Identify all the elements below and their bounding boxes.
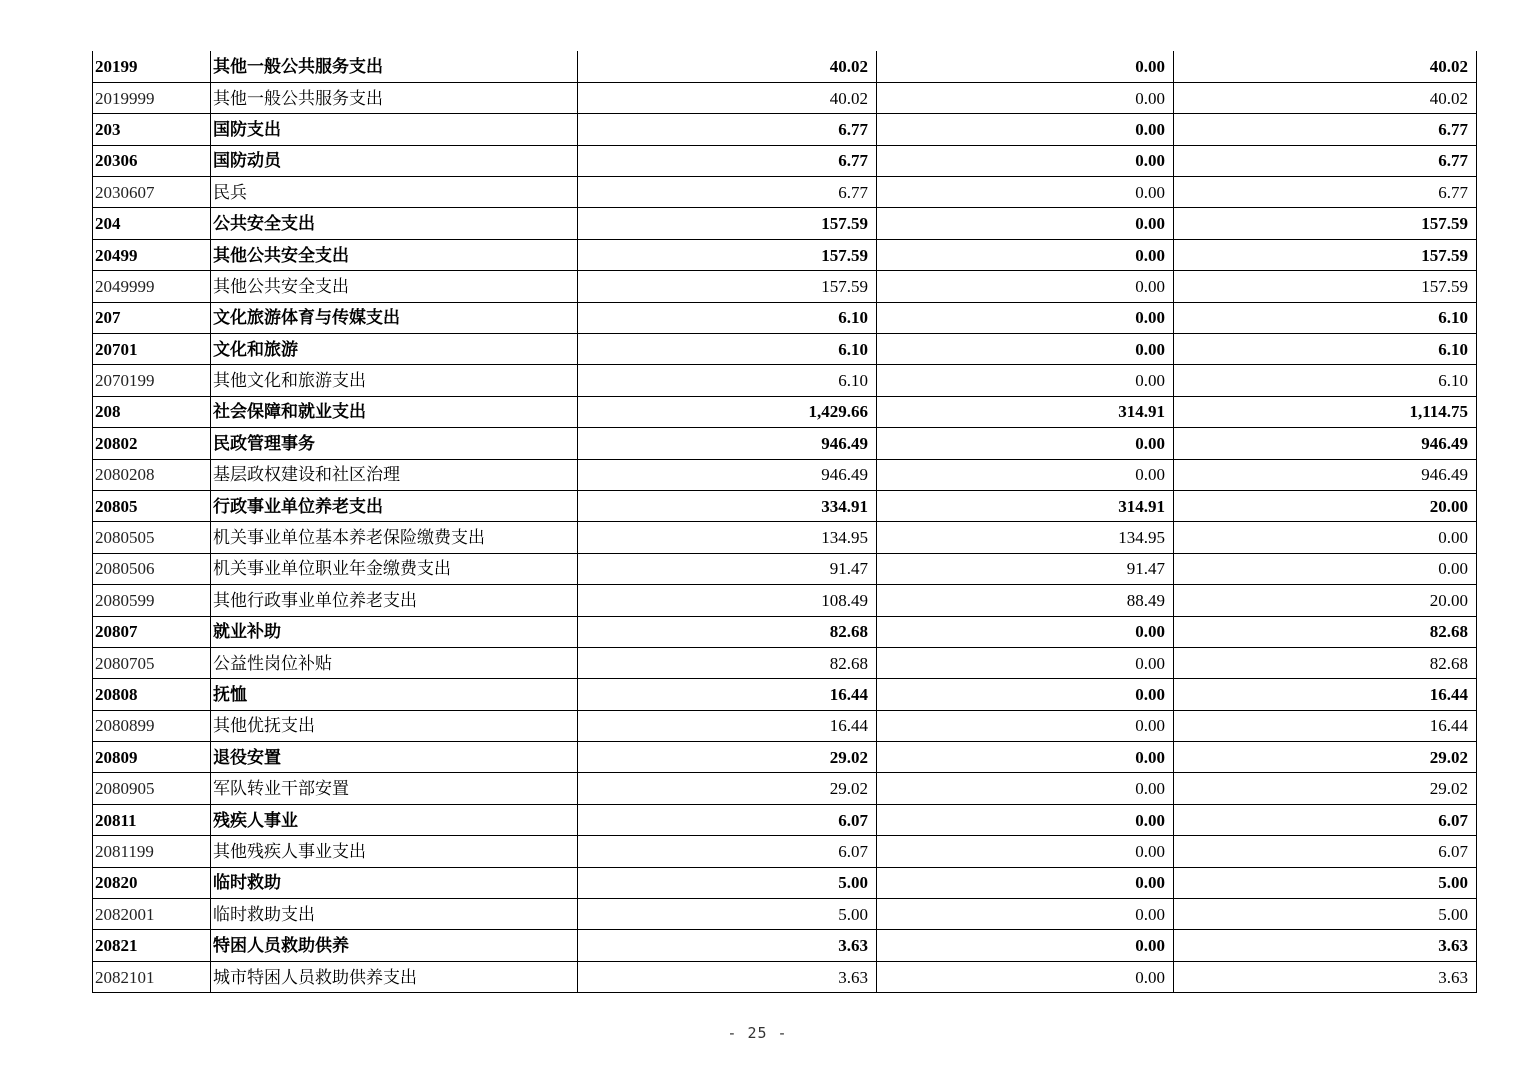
amount-basic-cell: 0.00	[877, 773, 1174, 804]
amount-basic-cell: 0.00	[877, 365, 1174, 396]
amount-total-cell: 82.68	[578, 647, 877, 678]
subject-name-cell: 临时救助	[211, 867, 578, 898]
subject-name-cell: 公益性岗位补贴	[211, 647, 578, 678]
amount-project-cell: 0.00	[1174, 553, 1477, 584]
subject-name-cell: 其他一般公共服务支出	[211, 51, 578, 82]
amount-basic-cell: 0.00	[877, 679, 1174, 710]
table-row	[93, 51, 1477, 82]
subject-name-cell: 基层政权建设和社区治理	[211, 459, 578, 490]
subject-code-cell: 2082101	[93, 961, 211, 992]
amount-project-cell: 3.63	[1174, 961, 1477, 992]
table-row	[93, 177, 1477, 208]
amount-project-cell: 0.00	[1174, 522, 1477, 553]
table-row	[93, 836, 1477, 867]
amount-total-cell: 6.77	[578, 145, 877, 176]
subject-name-cell: 其他文化和旅游支出	[211, 365, 578, 396]
amount-project-cell: 29.02	[1174, 773, 1477, 804]
amount-basic-cell: 0.00	[877, 742, 1174, 773]
amount-total-cell: 6.10	[578, 365, 877, 396]
table-row	[93, 804, 1477, 835]
table-row	[93, 365, 1477, 396]
subject-name-cell: 国防支出	[211, 114, 578, 145]
amount-project-cell: 6.07	[1174, 836, 1477, 867]
amount-project-cell: 6.77	[1174, 114, 1477, 145]
amount-project-cell: 16.44	[1174, 710, 1477, 741]
subject-name-cell: 城市特困人员救助供养支出	[211, 961, 578, 992]
amount-project-cell: 5.00	[1174, 867, 1477, 898]
subject-name-cell: 文化和旅游	[211, 334, 578, 365]
amount-basic-cell: 0.00	[877, 208, 1174, 239]
amount-basic-cell: 0.00	[877, 930, 1174, 961]
amount-project-cell: 946.49	[1174, 459, 1477, 490]
table-row	[93, 616, 1477, 647]
amount-total-cell: 91.47	[578, 553, 877, 584]
subject-code-cell: 20802	[93, 428, 211, 459]
subject-name-cell: 特困人员救助供养	[211, 930, 578, 961]
amount-basic-cell: 88.49	[877, 585, 1174, 616]
table-row	[93, 302, 1477, 333]
amount-project-cell: 40.02	[1174, 51, 1477, 82]
table-row	[93, 553, 1477, 584]
amount-total-cell: 40.02	[578, 82, 877, 113]
page-number: - 25 -	[727, 1024, 788, 1042]
amount-project-cell: 5.00	[1174, 899, 1477, 930]
amount-total-cell: 16.44	[578, 679, 877, 710]
amount-total-cell: 6.07	[578, 804, 877, 835]
amount-basic-cell: 314.91	[877, 490, 1174, 521]
amount-total-cell: 82.68	[578, 616, 877, 647]
table-body	[93, 51, 1477, 993]
amount-project-cell: 6.77	[1174, 177, 1477, 208]
subject-code-cell: 20499	[93, 239, 211, 270]
amount-project-cell: 157.59	[1174, 208, 1477, 239]
amount-project-cell: 82.68	[1174, 616, 1477, 647]
subject-code-cell: 20820	[93, 867, 211, 898]
subject-code-cell: 2070199	[93, 365, 211, 396]
amount-basic-cell: 0.00	[877, 899, 1174, 930]
subject-code-cell: 20809	[93, 742, 211, 773]
amount-total-cell: 40.02	[578, 51, 877, 82]
subject-code-cell: 20808	[93, 679, 211, 710]
amount-total-cell: 5.00	[578, 867, 877, 898]
amount-total-cell: 6.77	[578, 114, 877, 145]
subject-name-cell: 其他公共安全支出	[211, 271, 578, 302]
amount-project-cell: 40.02	[1174, 82, 1477, 113]
amount-basic-cell: 0.00	[877, 302, 1174, 333]
subject-name-cell: 国防动员	[211, 145, 578, 176]
table-row	[93, 334, 1477, 365]
subject-code-cell: 2082001	[93, 899, 211, 930]
subject-name-cell: 民政管理事务	[211, 428, 578, 459]
amount-total-cell: 946.49	[578, 428, 877, 459]
amount-project-cell: 20.00	[1174, 490, 1477, 521]
amount-project-cell: 20.00	[1174, 585, 1477, 616]
subject-code-cell: 2080905	[93, 773, 211, 804]
amount-basic-cell: 0.00	[877, 867, 1174, 898]
subject-name-cell: 临时救助支出	[211, 899, 578, 930]
amount-total-cell: 334.91	[578, 490, 877, 521]
amount-basic-cell: 0.00	[877, 616, 1174, 647]
subject-code-cell: 20821	[93, 930, 211, 961]
amount-basic-cell: 0.00	[877, 271, 1174, 302]
subject-code-cell: 204	[93, 208, 211, 239]
table-row	[93, 647, 1477, 678]
amount-basic-cell: 0.00	[877, 114, 1174, 145]
amount-project-cell: 6.10	[1174, 334, 1477, 365]
subject-code-cell: 2049999	[93, 271, 211, 302]
amount-total-cell: 108.49	[578, 585, 877, 616]
subject-code-cell: 2080505	[93, 522, 211, 553]
amount-total-cell: 157.59	[578, 239, 877, 270]
amount-total-cell: 6.10	[578, 302, 877, 333]
amount-project-cell: 6.07	[1174, 804, 1477, 835]
subject-code-cell: 20701	[93, 334, 211, 365]
subject-code-cell: 20807	[93, 616, 211, 647]
subject-code-cell: 2081199	[93, 836, 211, 867]
table-row	[93, 710, 1477, 741]
table-row	[93, 428, 1477, 459]
subject-name-cell: 其他一般公共服务支出	[211, 82, 578, 113]
subject-name-cell: 就业补助	[211, 616, 578, 647]
subject-code-cell: 2019999	[93, 82, 211, 113]
amount-basic-cell: 0.00	[877, 647, 1174, 678]
amount-basic-cell: 0.00	[877, 459, 1174, 490]
amount-total-cell: 134.95	[578, 522, 877, 553]
amount-total-cell: 29.02	[578, 742, 877, 773]
amount-basic-cell: 0.00	[877, 51, 1174, 82]
amount-total-cell: 16.44	[578, 710, 877, 741]
amount-total-cell: 1,429.66	[578, 396, 877, 427]
subject-name-cell: 行政事业单位养老支出	[211, 490, 578, 521]
amount-project-cell: 82.68	[1174, 647, 1477, 678]
subject-name-cell: 其他公共安全支出	[211, 239, 578, 270]
table-row	[93, 459, 1477, 490]
amount-total-cell: 3.63	[578, 961, 877, 992]
amount-project-cell: 16.44	[1174, 679, 1477, 710]
subject-code-cell: 2080899	[93, 710, 211, 741]
amount-total-cell: 6.10	[578, 334, 877, 365]
amount-project-cell: 157.59	[1174, 239, 1477, 270]
subject-name-cell: 其他残疾人事业支出	[211, 836, 578, 867]
table-row	[93, 867, 1477, 898]
subject-code-cell: 20811	[93, 804, 211, 835]
subject-name-cell: 其他优抚支出	[211, 710, 578, 741]
amount-basic-cell: 0.00	[877, 82, 1174, 113]
table-row	[93, 961, 1477, 992]
subject-name-cell: 退役安置	[211, 742, 578, 773]
amount-project-cell: 157.59	[1174, 271, 1477, 302]
amount-basic-cell: 134.95	[877, 522, 1174, 553]
amount-basic-cell: 0.00	[877, 177, 1174, 208]
amount-basic-cell: 0.00	[877, 961, 1174, 992]
amount-basic-cell: 0.00	[877, 239, 1174, 270]
amount-project-cell: 1,114.75	[1174, 396, 1477, 427]
amount-total-cell: 3.63	[578, 930, 877, 961]
table-row	[93, 585, 1477, 616]
table-row	[93, 899, 1477, 930]
table-row	[93, 208, 1477, 239]
amount-basic-cell: 91.47	[877, 553, 1174, 584]
subject-name-cell: 残疾人事业	[211, 804, 578, 835]
subject-name-cell: 抚恤	[211, 679, 578, 710]
expenditure-table	[92, 51, 1477, 993]
amount-project-cell: 6.77	[1174, 145, 1477, 176]
table-row	[93, 679, 1477, 710]
amount-project-cell: 6.10	[1174, 302, 1477, 333]
amount-project-cell: 3.63	[1174, 930, 1477, 961]
amount-basic-cell: 0.00	[877, 804, 1174, 835]
amount-total-cell: 29.02	[578, 773, 877, 804]
subject-name-cell: 其他行政事业单位养老支出	[211, 585, 578, 616]
subject-name-cell: 社会保障和就业支出	[211, 396, 578, 427]
amount-total-cell: 157.59	[578, 208, 877, 239]
amount-project-cell: 946.49	[1174, 428, 1477, 459]
table-row	[93, 742, 1477, 773]
subject-code-cell: 2080506	[93, 553, 211, 584]
table-row	[93, 930, 1477, 961]
table-row	[93, 522, 1477, 553]
subject-name-cell: 军队转业干部安置	[211, 773, 578, 804]
amount-basic-cell: 0.00	[877, 836, 1174, 867]
amount-basic-cell: 314.91	[877, 396, 1174, 427]
amount-total-cell: 946.49	[578, 459, 877, 490]
table-row	[93, 114, 1477, 145]
subject-code-cell: 203	[93, 114, 211, 145]
subject-name-cell: 民兵	[211, 177, 578, 208]
table-row	[93, 396, 1477, 427]
subject-code-cell: 20805	[93, 490, 211, 521]
subject-code-cell: 20199	[93, 51, 211, 82]
table-row	[93, 490, 1477, 521]
subject-code-cell: 207	[93, 302, 211, 333]
table-row	[93, 82, 1477, 113]
amount-basic-cell: 0.00	[877, 710, 1174, 741]
amount-basic-cell: 0.00	[877, 334, 1174, 365]
table-row	[93, 145, 1477, 176]
amount-basic-cell: 0.00	[877, 145, 1174, 176]
subject-code-cell: 208	[93, 396, 211, 427]
subject-code-cell: 20306	[93, 145, 211, 176]
subject-name-cell: 公共安全支出	[211, 208, 578, 239]
subject-code-cell: 2030607	[93, 177, 211, 208]
amount-project-cell: 6.10	[1174, 365, 1477, 396]
amount-total-cell: 6.07	[578, 836, 877, 867]
amount-project-cell: 29.02	[1174, 742, 1477, 773]
subject-name-cell: 文化旅游体育与传媒支出	[211, 302, 578, 333]
amount-basic-cell: 0.00	[877, 428, 1174, 459]
subject-code-cell: 2080705	[93, 647, 211, 678]
table-row	[93, 271, 1477, 302]
amount-total-cell: 5.00	[578, 899, 877, 930]
table-row	[93, 239, 1477, 270]
subject-name-cell: 机关事业单位职业年金缴费支出	[211, 553, 578, 584]
amount-total-cell: 6.77	[578, 177, 877, 208]
subject-code-cell: 2080208	[93, 459, 211, 490]
subject-code-cell: 2080599	[93, 585, 211, 616]
amount-total-cell: 157.59	[578, 271, 877, 302]
table-row	[93, 773, 1477, 804]
subject-name-cell: 机关事业单位基本养老保险缴费支出	[211, 522, 578, 553]
